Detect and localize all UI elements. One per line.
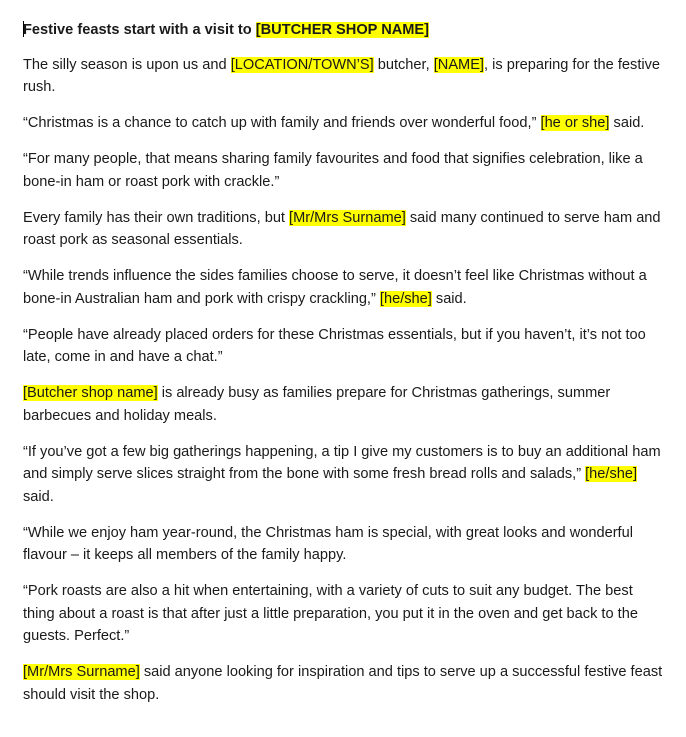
text-run: Every family has their own traditions, but bbox=[23, 209, 290, 226]
text-run: said anyone looking for inspiration and tips to serve up a successful festive feast should visit the shop. bbox=[23, 664, 663, 703]
paragraph[interactable] bbox=[23, 324, 663, 369]
placeholder-highlight: [Mr/Mrs Surname] bbox=[23, 664, 140, 680]
text-run: “While trends influence the sides families choose to serve, it doesn’t feel like Christmas without a bone-in Australian ham and pork with crispy crackling,” bbox=[23, 268, 647, 307]
paragraph[interactable] bbox=[23, 54, 663, 99]
text-run: is already busy as families prepare for Christmas gatherings, summer barbecues and holiday meals. bbox=[23, 385, 611, 424]
paragraph[interactable] bbox=[23, 382, 663, 427]
text-run: “If you’ve got a few big gatherings happening, a tip I give my customers is to buy an additional ham and simply serve slices straight from the bone with some fresh bread rolls and salads,” bbox=[23, 443, 661, 482]
paragraph[interactable] bbox=[23, 112, 663, 135]
text-run: Festive feasts start with a visit to bbox=[23, 22, 256, 38]
text-run: butcher, bbox=[373, 56, 434, 73]
placeholder-highlight: [LOCATION/TOWN’S] bbox=[230, 56, 374, 73]
placeholder-highlight: [NAME] bbox=[433, 56, 484, 73]
text-run: said. bbox=[609, 115, 645, 131]
placeholder-highlight: [he/she] bbox=[585, 466, 638, 482]
text-run: said. bbox=[431, 290, 467, 307]
document-title[interactable] bbox=[23, 19, 663, 42]
text-run: The silly season is upon us and bbox=[23, 56, 231, 73]
text-run: “While we enjoy ham year-round, the Christmas ham is special, with great looks and wonderful flavour – it keeps all members of the family happy. bbox=[23, 524, 633, 563]
paragraph[interactable] bbox=[23, 441, 663, 509]
text-run: said many continued to serve ham and roast pork as seasonal essentials. bbox=[23, 209, 661, 248]
paragraph[interactable] bbox=[23, 265, 663, 310]
paragraph[interactable] bbox=[23, 207, 663, 252]
placeholder-highlight: [he or she] bbox=[540, 115, 610, 131]
paragraph[interactable] bbox=[23, 148, 663, 193]
text-run: said. bbox=[23, 488, 54, 505]
placeholder-highlight: [Mr/Mrs Surname] bbox=[289, 209, 406, 226]
paragraph[interactable] bbox=[23, 580, 663, 648]
document-paragraphs bbox=[23, 54, 663, 707]
paragraph[interactable] bbox=[23, 522, 663, 567]
text-run: , is preparing for the festive rush. bbox=[23, 56, 661, 95]
text-run: “People have already placed orders for these Christmas essentials, but if you haven’t, it’s not too late, come in and have a chat.” bbox=[23, 326, 646, 365]
paragraph[interactable] bbox=[23, 661, 663, 706]
placeholder-highlight: [BUTCHER SHOP NAME] bbox=[255, 22, 430, 38]
placeholder-highlight: [he/she] bbox=[379, 290, 432, 307]
placeholder-highlight: [Butcher shop name] bbox=[23, 385, 158, 401]
text-run: “Christmas is a chance to catch up with family and friends over wonderful food,” bbox=[23, 115, 541, 131]
text-run: “Pork roasts are also a hit when entertaining, with a variety of cuts to suit any budget. The best thing about a roast is that after just a little preparation, you put it in the oven and get back to the guests. Perfect.” bbox=[23, 583, 638, 644]
document-body[interactable] bbox=[23, 19, 663, 720]
text-run: “For many people, that means sharing family favourites and food that signifies celebration, like a bone-in ham or roast pork with crackle.” bbox=[23, 151, 643, 190]
